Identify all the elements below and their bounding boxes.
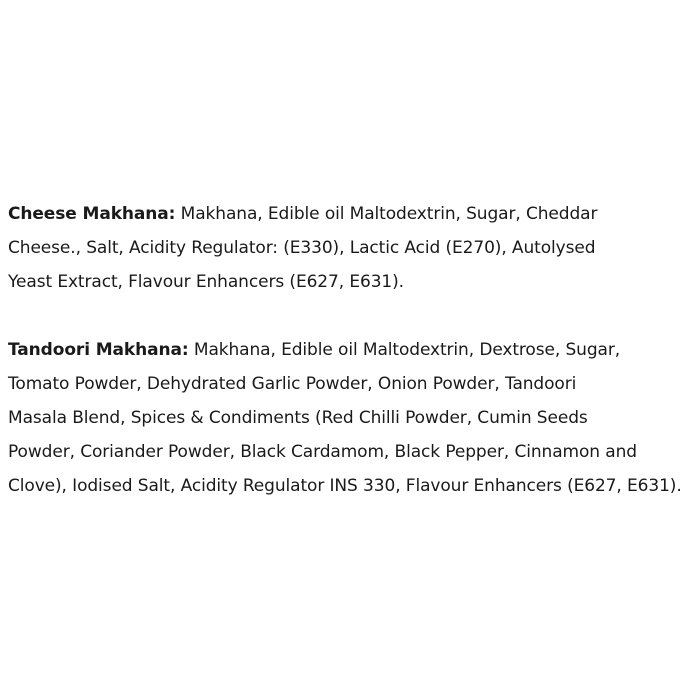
tandoori-makhana-ingredients bbox=[8, 333, 686, 503]
ingredients-line: Tomato Powder, Dehydrated Garlic Powder, Onion Powder, Tandoori bbox=[8, 374, 577, 394]
ingredients-line bbox=[8, 333, 686, 367]
ingredients-text: Makhana, Edible oil Maltodextrin, Dextrose, Sugar, bbox=[188, 340, 621, 360]
ingredients-line: Cheese., Salt, Acidity Regulator: (E330), Lactic Acid (E270), Autolysed bbox=[8, 238, 596, 258]
ingredients-line bbox=[8, 197, 686, 231]
cheese-makhana-ingredients bbox=[8, 197, 686, 299]
ingredients-line: Powder, Coriander Powder, Black Cardamom, Black Pepper, Cinnamon and bbox=[8, 442, 637, 462]
product-label: Cheese Makhana: bbox=[8, 204, 176, 224]
ingredients-line: Masala Blend, Spices & Condiments (Red Chilli Powder, Cumin Seeds bbox=[8, 408, 588, 428]
ingredients-line: Clove), Iodised Salt, Acidity Regulator INS 330, Flavour Enhancers (E627, E631). bbox=[8, 476, 682, 496]
product-label: Tandoori Makhana: bbox=[8, 340, 189, 360]
ingredients-text: Makhana, Edible oil Maltodextrin, Sugar, Cheddar bbox=[175, 204, 598, 224]
ingredients-list bbox=[8, 197, 686, 503]
ingredients-line: Yeast Extract, Flavour Enhancers (E627, E631). bbox=[8, 272, 404, 292]
